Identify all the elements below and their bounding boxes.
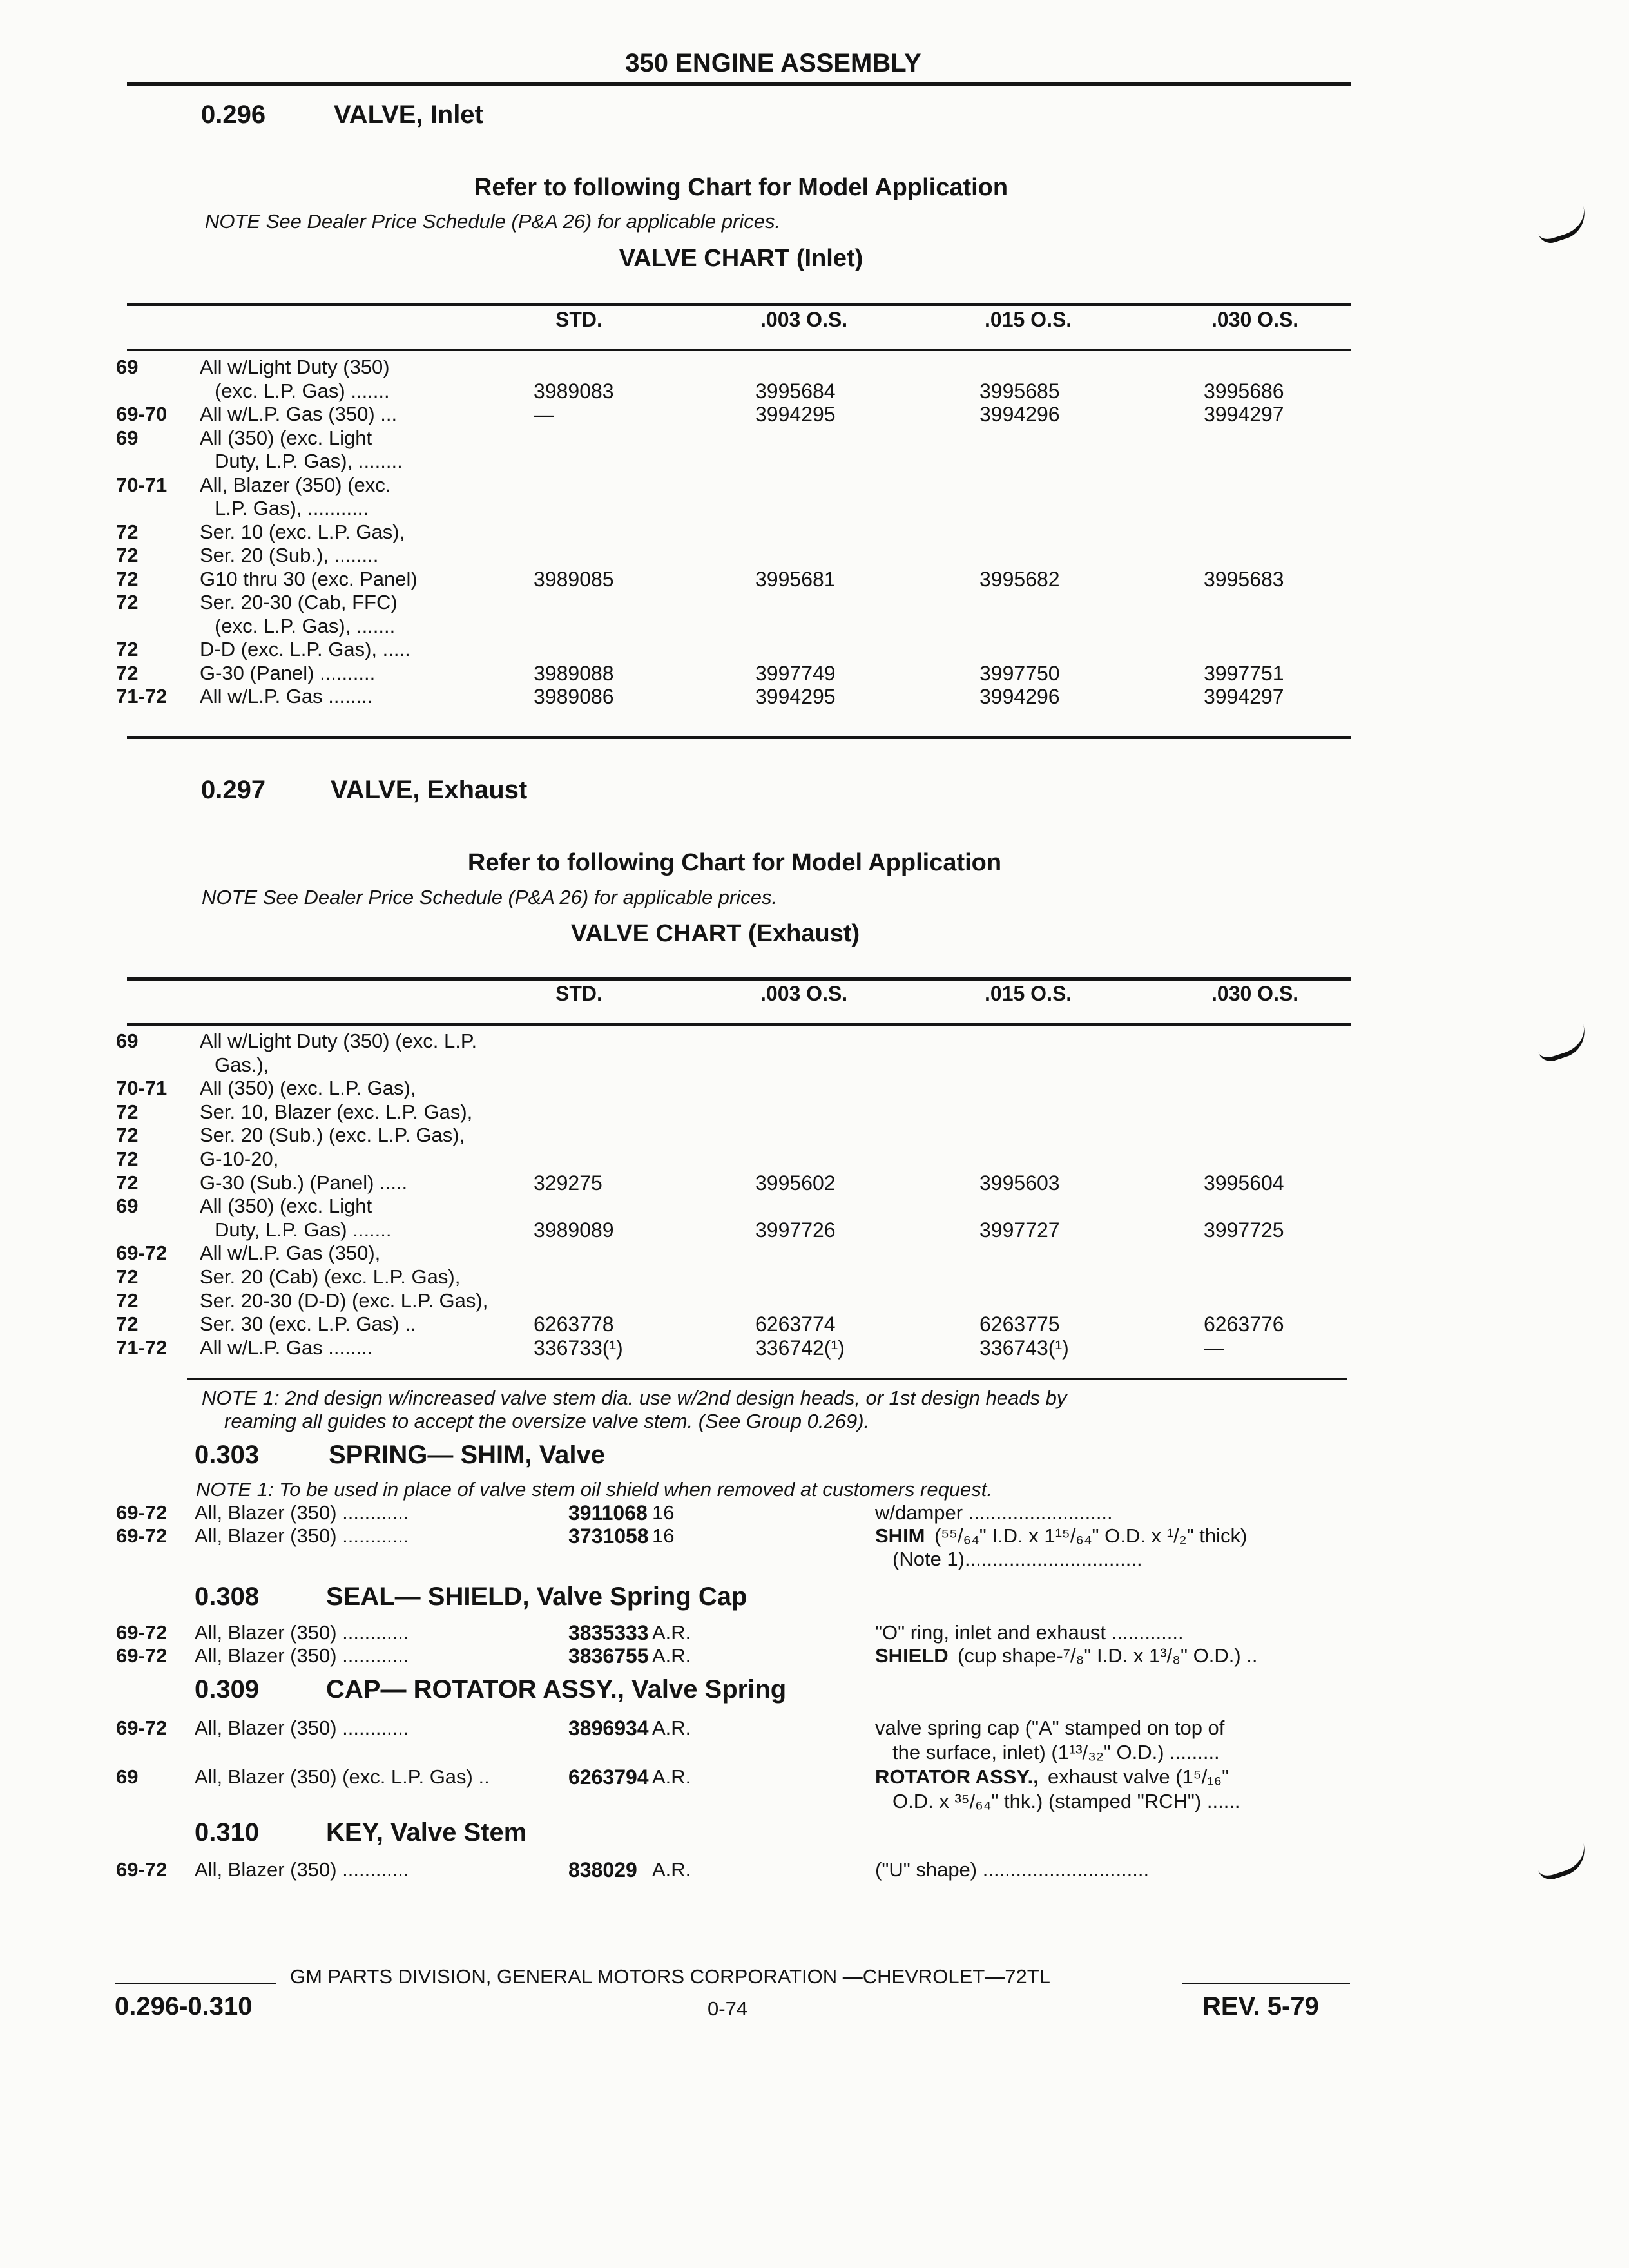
row-year: 72 bbox=[116, 1100, 139, 1123]
part-number: 6263794 bbox=[568, 1765, 649, 1789]
row-application: All (350) (exc. Light bbox=[200, 426, 372, 449]
row-application: Ser. 10 (exc. L.P. Gas), bbox=[200, 520, 405, 543]
chart-top-rule-inlet bbox=[127, 303, 1351, 306]
price-note-0297: NOTE See Dealer Price Schedule (P&A 26) for applicable prices. bbox=[202, 886, 778, 908]
row-application: All w/L.P. Gas (350) ... bbox=[200, 403, 398, 425]
group-name-0308: SEAL— SHIELD, Valve Spring Cap bbox=[326, 1582, 747, 1611]
part-year: 69-72 bbox=[116, 1716, 168, 1739]
row-year: 72 bbox=[116, 544, 139, 566]
part-number-030: 3994297 bbox=[1204, 685, 1284, 708]
col-header-015-ex: .015 O.S. bbox=[985, 982, 1072, 1005]
footer-rule-left bbox=[115, 1983, 276, 1984]
row-application: G-30 (Sub.) (Panel) ..... bbox=[200, 1171, 408, 1194]
row-application-cont: Duty, L.P. Gas) ....... bbox=[215, 1218, 392, 1241]
part-application: All, Blazer (350) ............ bbox=[195, 1621, 409, 1644]
col-header-003-ex: .003 O.S. bbox=[760, 982, 848, 1005]
part-application: All, Blazer (350) ............ bbox=[195, 1644, 409, 1667]
row-application: Ser. 20-30 (D-D) (exc. L.P. Gas), bbox=[200, 1289, 488, 1312]
part-quantity: A.R. bbox=[652, 1644, 691, 1667]
col-header-003: .003 O.S. bbox=[760, 308, 848, 331]
part-name: ROTATOR ASSY., bbox=[875, 1765, 1039, 1788]
part-number-003: 3994295 bbox=[755, 685, 836, 708]
part-name: SHIM bbox=[875, 1524, 925, 1547]
part-number-std: 3989085 bbox=[534, 567, 614, 591]
group-name-0310: KEY, Valve Stem bbox=[326, 1818, 527, 1847]
chart-header-rule-exhaust bbox=[127, 1023, 1351, 1026]
row-application: D-D (exc. L.P. Gas), ..... bbox=[200, 638, 410, 660]
part-number-015: 336743(¹) bbox=[979, 1336, 1069, 1360]
price-note-0296: NOTE See Dealer Price Schedule (P&A 26) for applicable prices. bbox=[205, 210, 781, 233]
part-number-003: 3997726 bbox=[755, 1218, 836, 1242]
part-year: 69-72 bbox=[116, 1501, 168, 1524]
part-application: All, Blazer (350) ............ bbox=[195, 1858, 409, 1881]
row-year: 69-72 bbox=[116, 1242, 168, 1265]
part-description: exhaust valve (1⁵/₁₆" bbox=[1048, 1765, 1229, 1788]
row-application: All w/Light Duty (350) (exc. L.P. bbox=[200, 1030, 477, 1052]
row-year: 72 bbox=[116, 567, 139, 590]
row-application-cont: Duty, L.P. Gas), ........ bbox=[215, 450, 403, 472]
part-application: All, Blazer (350) (exc. L.P. Gas) .. bbox=[195, 1765, 490, 1788]
row-year: 69-70 bbox=[116, 403, 168, 425]
part-number: 3911068 bbox=[568, 1501, 648, 1524]
part-description: w/damper .......................... bbox=[875, 1501, 1113, 1524]
part-number-015: 3997727 bbox=[979, 1218, 1060, 1242]
part-number-std: 336733(¹) bbox=[534, 1336, 623, 1360]
row-year: 72 bbox=[116, 1124, 139, 1147]
part-number-std: 329275 bbox=[534, 1171, 602, 1195]
part-number-015: 6263775 bbox=[979, 1312, 1060, 1336]
chart-title-exhaust: VALVE CHART (Exhaust) bbox=[570, 920, 860, 947]
row-year: 72 bbox=[116, 1312, 139, 1336]
row-application: All (350) (exc. L.P. Gas), bbox=[200, 1077, 416, 1100]
refer-text-0296: Refer to following Chart for Model Application bbox=[474, 174, 1008, 201]
part-number-003: 3997749 bbox=[755, 661, 836, 685]
part-description-cont: the surface, inlet) (1¹³/₃₂" O.D.) ......... bbox=[892, 1741, 1220, 1763]
chart-title-inlet: VALVE CHART (Inlet) bbox=[619, 245, 863, 272]
part-quantity: A.R. bbox=[652, 1621, 691, 1644]
row-year: 69 bbox=[116, 356, 139, 378]
row-application: Ser. 20-30 (Cab, FFC) bbox=[200, 591, 398, 613]
note1-line2: reaming all guides to accept the oversize valve stem. (See Group 0.269). bbox=[224, 1410, 870, 1432]
row-year: 72 bbox=[116, 1265, 139, 1288]
group-number-0308: 0.308 bbox=[195, 1582, 260, 1611]
refer-text-0297: Refer to following Chart for Model Application bbox=[467, 849, 1002, 876]
part-description: (cup shape-⁷/₈" I.D. x 1³/₈" O.D.) .. bbox=[958, 1644, 1258, 1667]
part-number-std: 3989083 bbox=[534, 379, 614, 403]
group-number-0309: 0.309 bbox=[195, 1675, 260, 1704]
chart-header-rule-inlet bbox=[127, 349, 1351, 351]
part-number-030: 3997751 bbox=[1204, 661, 1284, 685]
part-number-003: 3995681 bbox=[755, 567, 836, 591]
group-name-0309: CAP— ROTATOR ASSY., Valve Spring bbox=[326, 1675, 787, 1704]
note-0303: NOTE 1: To be used in place of valve stem oil shield when removed at customers request. bbox=[196, 1478, 993, 1501]
part-quantity: A.R. bbox=[652, 1858, 691, 1881]
part-number-std: — bbox=[534, 403, 554, 426]
group-name-0296: VALVE, Inlet bbox=[334, 101, 483, 129]
part-year: 69-72 bbox=[116, 1524, 168, 1547]
part-number-015: 3995603 bbox=[979, 1171, 1060, 1195]
part-quantity: A.R. bbox=[652, 1765, 691, 1788]
part-number-015: 3994296 bbox=[979, 403, 1060, 426]
row-application: G10 thru 30 (exc. Panel) bbox=[200, 567, 418, 590]
part-number-std: 6263778 bbox=[534, 1312, 614, 1336]
group-name-0297: VALVE, Exhaust bbox=[331, 776, 528, 804]
row-application: Ser. 20 (Sub.) (exc. L.P. Gas), bbox=[200, 1124, 465, 1147]
part-number-003: 3995684 bbox=[755, 379, 836, 403]
part-number-003: 3995602 bbox=[755, 1171, 836, 1195]
part-number-030: 3997725 bbox=[1204, 1218, 1284, 1242]
footer-rule-right bbox=[1182, 1983, 1350, 1984]
part-number-003: 3994295 bbox=[755, 403, 836, 426]
part-number-030: 3994297 bbox=[1204, 403, 1284, 426]
part-number-030: — bbox=[1204, 1336, 1224, 1360]
row-year: 72 bbox=[116, 1171, 139, 1194]
note1-line1: NOTE 1: 2nd design w/increased valve stem dia. use w/2nd design heads, or 1st design heads by bbox=[202, 1387, 1067, 1409]
part-number-015: 3995682 bbox=[979, 567, 1060, 591]
footer-revision: REV. 5-79 bbox=[1202, 1992, 1319, 2021]
row-application: All w/Light Duty (350) bbox=[200, 356, 390, 378]
part-description-cont: (Note 1)................................ bbox=[892, 1548, 1142, 1570]
row-application: All (350) (exc. Light bbox=[200, 1195, 372, 1218]
part-number-030: 3995604 bbox=[1204, 1171, 1284, 1195]
row-year: 72 bbox=[116, 591, 139, 613]
col-header-030-ex: .030 O.S. bbox=[1211, 982, 1299, 1005]
binder-mark bbox=[1534, 1842, 1592, 1883]
part-number-003: 336742(¹) bbox=[755, 1336, 845, 1360]
row-year: 72 bbox=[116, 520, 139, 543]
group-number-0296: 0.296 bbox=[201, 101, 266, 129]
binder-mark bbox=[1534, 1024, 1592, 1065]
part-number-030: 3995686 bbox=[1204, 379, 1284, 403]
part-description: ("U" shape) .............................. bbox=[875, 1858, 1150, 1881]
part-number-std: 3989086 bbox=[534, 685, 614, 708]
part-year: 69 bbox=[116, 1765, 139, 1788]
part-description: "O" ring, inlet and exhaust ............. bbox=[875, 1621, 1184, 1644]
part-description: valve spring cap ("A" stamped on top of bbox=[875, 1716, 1225, 1739]
part-number-015: 3994296 bbox=[979, 685, 1060, 708]
row-year: 72 bbox=[116, 1289, 139, 1312]
part-quantity: A.R. bbox=[652, 1716, 691, 1739]
part-number: 3835333 bbox=[568, 1621, 649, 1644]
row-application-cont: (exc. L.P. Gas), ....... bbox=[215, 614, 396, 637]
row-year: 72 bbox=[116, 638, 139, 660]
part-quantity: 16 bbox=[652, 1501, 675, 1524]
part-description-cont: O.D. x ³⁵/₆₄" thk.) (stamped "RCH") ...... bbox=[892, 1790, 1240, 1812]
part-number: 3896934 bbox=[568, 1716, 649, 1740]
part-application: All, Blazer (350) ............ bbox=[195, 1501, 409, 1524]
row-application-cont: L.P. Gas), ........... bbox=[215, 497, 369, 519]
row-application: Ser. 30 (exc. L.P. Gas) .. bbox=[200, 1312, 416, 1336]
row-application-cont: (exc. L.P. Gas) ....... bbox=[215, 379, 390, 402]
part-number-std: 3989088 bbox=[534, 661, 614, 685]
row-year: 70-71 bbox=[116, 473, 168, 496]
part-number-030: 3995683 bbox=[1204, 567, 1284, 591]
group-number-0303: 0.303 bbox=[195, 1441, 260, 1469]
part-description: (⁵⁵/₆₄" I.D. x 1¹⁵/₆₄" O.D. x ¹/₂" thick) bbox=[934, 1524, 1248, 1547]
group-number-0297: 0.297 bbox=[201, 776, 266, 804]
group-number-0310: 0.310 bbox=[195, 1818, 260, 1847]
part-year: 69-72 bbox=[116, 1644, 168, 1667]
col-header-015: .015 O.S. bbox=[985, 308, 1072, 331]
page-title: 350 ENGINE ASSEMBLY bbox=[625, 49, 921, 77]
row-application: All w/L.P. Gas ........ bbox=[200, 685, 373, 707]
part-year: 69-72 bbox=[116, 1621, 168, 1644]
col-header-std-ex: STD. bbox=[555, 982, 602, 1005]
part-number-015: 3997750 bbox=[979, 661, 1060, 685]
chart-bottom-rule-exhaust bbox=[187, 1378, 1347, 1380]
col-header-030: .030 O.S. bbox=[1211, 308, 1299, 331]
part-number: 3731058 bbox=[568, 1524, 649, 1548]
row-year: 71-72 bbox=[116, 685, 168, 707]
row-year: 70-71 bbox=[116, 1077, 168, 1100]
part-application: All, Blazer (350) ............ bbox=[195, 1716, 409, 1739]
header-rule bbox=[127, 82, 1351, 86]
part-name: SHIELD bbox=[875, 1644, 949, 1667]
part-number-030: 6263776 bbox=[1204, 1312, 1284, 1336]
row-year: 71-72 bbox=[116, 1336, 168, 1359]
part-number-015: 3995685 bbox=[979, 379, 1060, 403]
footer-line: GM PARTS DIVISION, GENERAL MOTORS CORPORATION —CHEVROLET—72TL bbox=[290, 1965, 1050, 1988]
row-year: 72 bbox=[116, 1148, 139, 1170]
row-application-cont: Gas.), bbox=[215, 1053, 269, 1076]
row-year: 69 bbox=[116, 426, 139, 449]
part-number: 3836755 bbox=[568, 1644, 649, 1667]
row-application: G-30 (Panel) .......... bbox=[200, 661, 376, 684]
group-name-0303: SPRING— SHIM, Valve bbox=[329, 1441, 606, 1469]
part-application: All, Blazer (350) ............ bbox=[195, 1524, 409, 1547]
row-year: 72 bbox=[116, 661, 139, 684]
row-application: Ser. 10, Blazer (exc. L.P. Gas), bbox=[200, 1100, 473, 1123]
row-application: Ser. 20 (Sub.), ........ bbox=[200, 544, 379, 566]
part-quantity: 16 bbox=[652, 1524, 675, 1547]
binder-mark bbox=[1534, 206, 1592, 247]
row-application: G-10-20, bbox=[200, 1148, 279, 1170]
chart-bottom-rule-inlet bbox=[127, 736, 1351, 739]
chart-top-rule-exhaust bbox=[127, 977, 1351, 981]
row-year: 69 bbox=[116, 1030, 139, 1052]
row-application: Ser. 20 (Cab) (exc. L.P. Gas), bbox=[200, 1265, 461, 1288]
col-header-std: STD. bbox=[555, 308, 602, 331]
footer-group-range: 0.296-0.310 bbox=[115, 1992, 253, 2021]
row-year: 69 bbox=[116, 1195, 139, 1218]
row-application: All w/L.P. Gas ........ bbox=[200, 1336, 373, 1359]
row-application: All, Blazer (350) (exc. bbox=[200, 473, 391, 496]
part-number-std: 3989089 bbox=[534, 1218, 614, 1242]
row-application: All w/L.P. Gas (350), bbox=[200, 1242, 381, 1265]
part-number-003: 6263774 bbox=[755, 1312, 836, 1336]
part-number: 838029 bbox=[568, 1858, 637, 1881]
footer-page-number: 0-74 bbox=[708, 1997, 748, 2020]
part-year: 69-72 bbox=[116, 1858, 168, 1881]
